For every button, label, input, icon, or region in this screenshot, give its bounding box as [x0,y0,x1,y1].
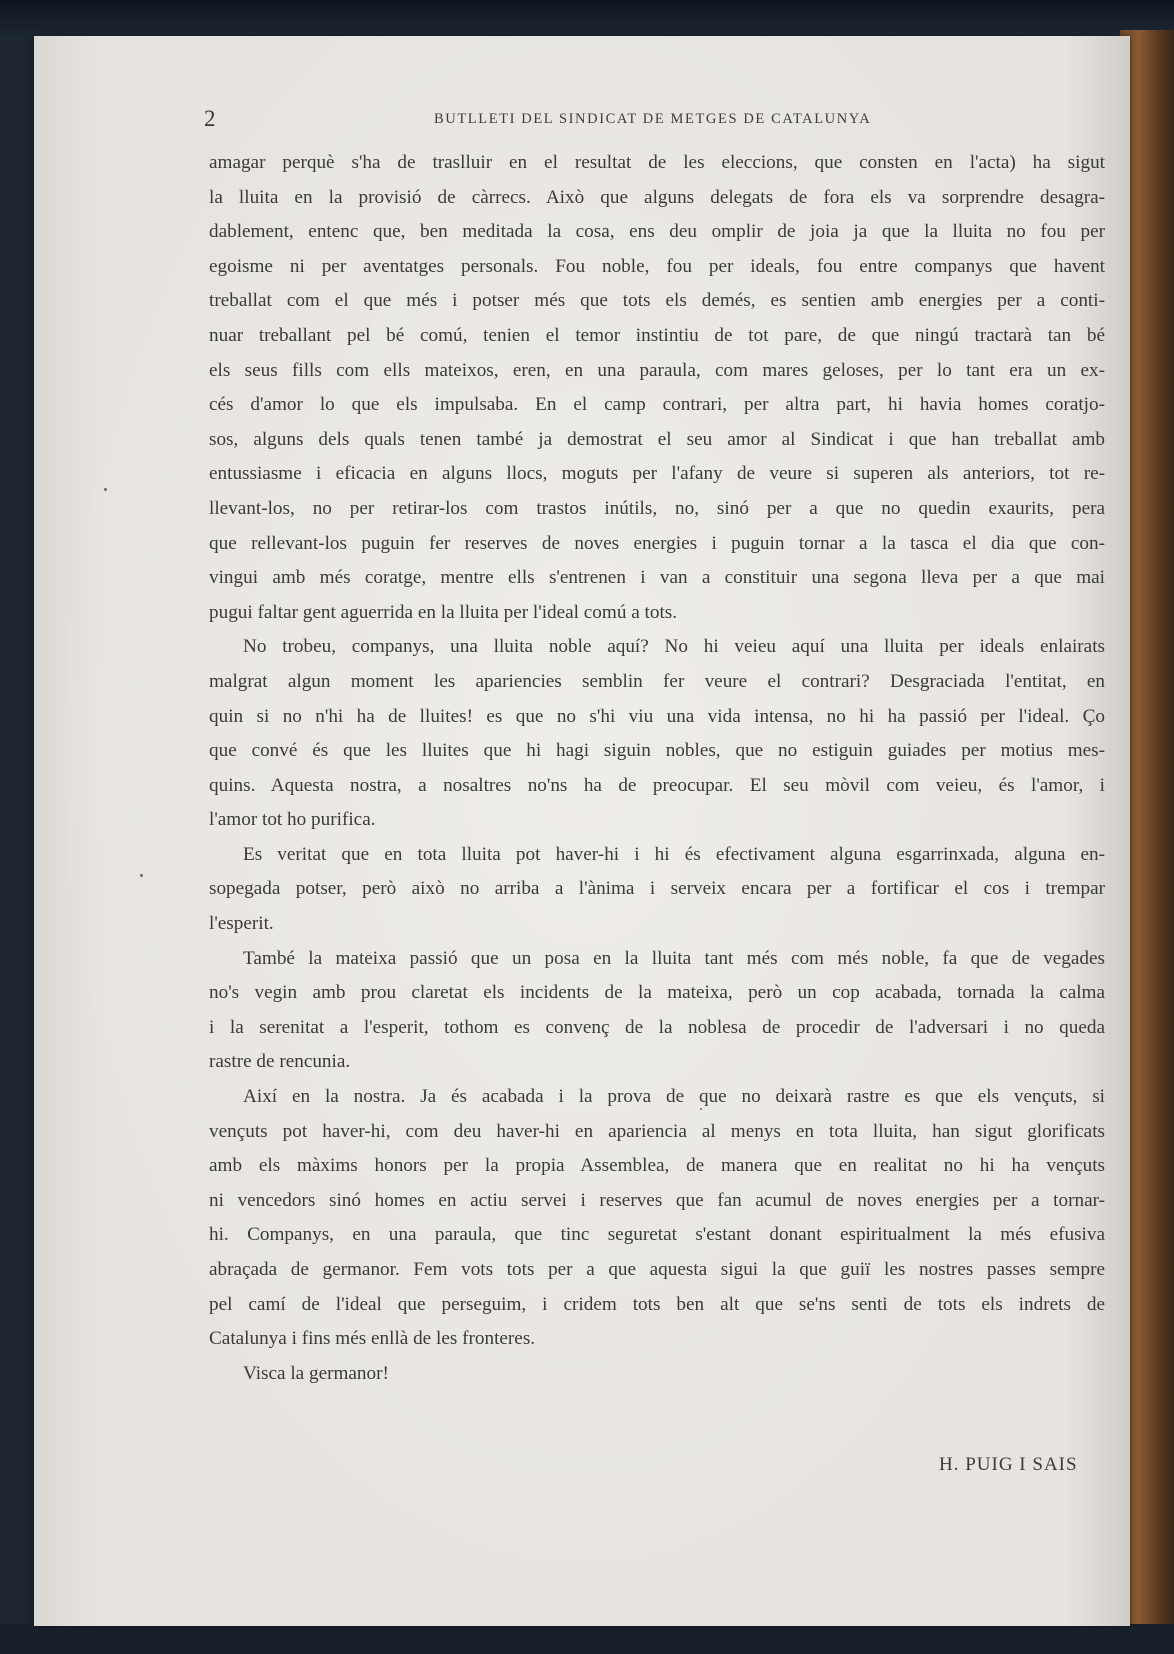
paper-speck [140,874,143,877]
text-line: que rellevant-los puguin fer reserves de noves energies i puguin tornar a la tasca el dia que con- [209,532,1105,554]
text-line: llevant-los, no per retirar-los com trastos inútils, no, sinó per a que no quedin exaurits, pera [209,497,1105,519]
text-line: sopegada potser, però això no arriba a l'ànima i serveix encara per a fortificar el cos i trempar [209,878,1105,900]
text-line: quins. Aquesta nostra, a nosaltres no'ns ha de preocupar. El seu mòvil com veieu, és l'amor, i [209,774,1105,796]
text-line: rastre de rencunia. [209,1051,351,1073]
text-line: dablement, entenc que, ben meditada la cosa, ens deu omplir de joia ja que la lluita no fou per [209,221,1105,243]
text-line: que convé és que les lluites que hi hagi siguin nobles, que no estiguin guiades per motius mes- [209,740,1105,762]
text-line: pugui faltar gent aguerrida en la lluita per l'ideal comú a tots. [209,601,678,623]
text-line: Així en la nostra. Ja és acabada i la prova de que no deixarà rastre es que els vençuts, si [243,1086,1105,1108]
closing-line: Visca la germanor! [243,1362,389,1384]
text-line: nuar treballant pel bé comú, tenien el temor instintiu de tot pare, de que ningú tractarà tan bé [209,324,1105,346]
scan-background-top [0,0,1174,40]
text-line: amagar perquè s'ha de traslluir en el resultat de les eleccions, que consten en l'acta) ha sigut [209,152,1105,173]
text-line: treballat com el que més i potser més que tots els demés, es sentien amb energies per a conti- [209,290,1105,312]
article-body [209,146,1105,1391]
text-line: ni vencedors sinó homes en actiu servei i reserves que fan acumul de noves energies per a tornar- [209,1189,1105,1211]
text-line: Catalunya i fins més enllà de les fronteres. [209,1328,536,1350]
text-line: i la serenitat a l'esperit, tothom es convenç de la noblesa de procedir de l'adversari i no queda [209,1016,1105,1038]
running-title: BUTLLETI DEL SINDICAT DE METGES DE CATALUNYA [434,111,872,127]
text-line: pel camí de l'ideal que perseguim, i cridem tots ben alt que se'ns senti de tots els indrets de [209,1293,1105,1315]
text-line: abraçada de germanor. Fem vots tots per a que aquesta sigui la que guiï les nostres passes sempre [209,1259,1105,1280]
text-line: Es veritat que en tota lluita pot haver-hi i hi és efectivament alguna esgarrinxada, alguna en- [243,843,1105,865]
scan-background-bottom [0,1624,1174,1654]
text-line: no's vegin amb prou claretat els incidents de la mateixa, però un cop acabada, tornada la calma [209,982,1105,1004]
text-line: amb els màxims honors per la propia Assemblea, de manera que en realitat no hi ha vençuts [209,1155,1105,1177]
paper-speck [104,488,107,491]
text-line: la lluita en la provisió de càrrecs. Això que alguns delegats de fora els va sorprendre desagra- [209,186,1105,208]
author-signature: H. PUIG I SAIS [939,1454,1078,1475]
text-line: entussiasme i eficacia en alguns llocs, moguts per l'afany de veure si superen als anteriors, tot re- [209,463,1105,485]
document-page [34,36,1130,1626]
text-line: També la mateixa passió que un posa en la lluita tant més com més noble, fa que de vegades [243,947,1105,969]
text-line: hi. Companys, en una paraula, que tinc seguretat s'estant donant espiritualment la més efusiva [209,1224,1105,1246]
text-line: cés d'amor lo que els impulsaba. En el camp contrari, per altra part, hi havia homes coratjo- [209,394,1105,416]
text-line: No trobeu, companys, una lluita noble aquí? No hi veieu aquí una lluita per ideals enlairats [243,636,1105,658]
text-line: vençuts pot haver-hi, com deu haver-hi en apariencia al menys en tota lluita, han sigut glorificats [209,1120,1105,1142]
text-line: els seus fills com ells mateixos, eren, en una paraula, com mares geloses, per lo tant era un ex- [209,359,1105,381]
text-line: sos, alguns dels quals tenen també ja demostrat el seu amor al Sindicat i que han treballat amb [209,428,1105,450]
text-line: quin si no n'hi ha de lluites! es que no s'hi viu una vida intensa, no hi ha passió per l'ideal. Ço [209,705,1105,727]
text-line: malgrat algun moment les apariencies semblin fer veure el contrari? Desgraciada l'entitat, en [209,670,1105,692]
text-line: l'amor tot ho purifica. [209,809,376,831]
text-line: l'esperit. [209,913,274,935]
text-line: vingui amb més coratge, mentre ells s'entrenen i van a constituir una segona lleva per a que mai [209,567,1105,589]
page-number: 2 [204,106,216,131]
text-line: egoisme ni per aventatges personals. Fou noble, fou per ideals, fou entre companys que havent [209,255,1105,277]
paper-speck [700,1108,702,1110]
